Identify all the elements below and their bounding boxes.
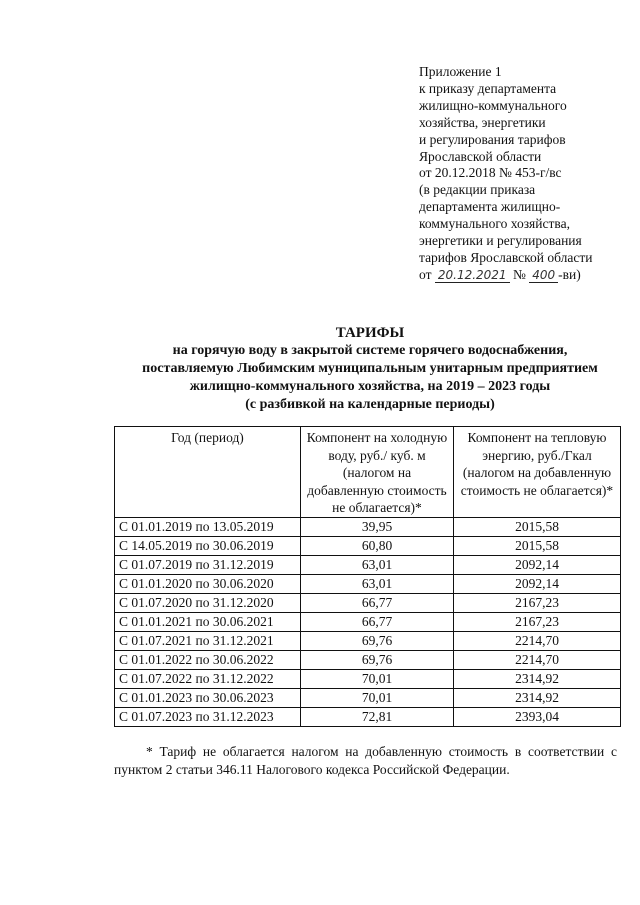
heat-energy-value: 2314,92 <box>454 669 621 688</box>
table-row <box>115 555 621 574</box>
table-row <box>115 650 621 669</box>
title-heading: ТАРИФЫ <box>335 325 405 341</box>
cold-water-value: 69,76 <box>301 631 454 650</box>
appendix-line: (в редакции приказа <box>419 182 536 198</box>
heat-energy-value: 2214,70 <box>454 631 621 650</box>
appendix-line: и регулирования тарифов <box>419 131 566 147</box>
header-heat-energy: Компонент на тепловую энергию, руб./Гкал (налогом на добавленную стоимость не облагается)* <box>454 427 621 518</box>
title-line: (с разбивкой на календарные периоды) <box>245 397 495 412</box>
appendix-line: жилищно-коммунального <box>419 97 567 113</box>
header-period: Год (период) <box>115 427 301 518</box>
period-cell: С 01.07.2019 по 31.12.2019 <box>115 555 301 574</box>
appendix-block <box>419 64 592 284</box>
number-sign: № <box>512 266 526 282</box>
document-title <box>110 324 630 414</box>
cold-water-value: 66,77 <box>301 593 454 612</box>
order-date-prefix: от <box>419 266 432 282</box>
table-row <box>115 707 621 726</box>
heat-energy-value: 2092,14 <box>454 574 621 593</box>
heat-energy-value: 2167,23 <box>454 612 621 631</box>
order-number-suffix: -ви) <box>558 266 581 282</box>
handwritten-order-date: 20.12.2021 <box>435 268 510 283</box>
appendix-line: энергетики и регулирования <box>419 233 582 249</box>
heat-energy-value: 2314,92 <box>454 688 621 707</box>
appendix-line: тарифов Ярославской области <box>419 249 593 265</box>
cold-water-value: 63,01 <box>301 555 454 574</box>
period-cell: С 01.01.2019 по 13.05.2019 <box>115 517 301 536</box>
heat-energy-value: 2015,58 <box>454 536 621 555</box>
appendix-line: от 20.12.2018 № 453-г/вс <box>419 165 562 181</box>
period-cell: С 01.01.2021 по 30.06.2021 <box>115 612 301 631</box>
title-line: на горячую воду в закрытой системе горячего водоснабжения, <box>172 343 568 358</box>
appendix-line: хозяйства, энергетики <box>419 114 546 130</box>
period-cell: С 01.07.2023 по 31.12.2023 <box>115 707 301 726</box>
table-row <box>115 612 621 631</box>
footnote <box>114 743 617 778</box>
appendix-line: коммунального хозяйства, <box>419 216 570 232</box>
table-row <box>115 536 621 555</box>
table-row <box>115 688 621 707</box>
heat-energy-value: 2393,04 <box>454 707 621 726</box>
period-cell: С 01.07.2020 по 31.12.2020 <box>115 593 301 612</box>
period-cell: С 01.01.2023 по 30.06.2023 <box>115 688 301 707</box>
appendix-line: департамента жилищно- <box>419 199 561 215</box>
table-row <box>115 631 621 650</box>
header-cold-water: Компонент на холодную воду, руб./ куб. м (налогом на добавленную стоимость не облагается)* <box>301 427 454 518</box>
period-cell: С 01.01.2020 по 30.06.2020 <box>115 574 301 593</box>
period-cell: С 01.07.2022 по 31.12.2022 <box>115 669 301 688</box>
appendix-last-line <box>419 267 592 284</box>
title-line: жилищно-коммунального хозяйства, на 2019 – 2023 годы <box>189 379 551 394</box>
table-row <box>115 593 621 612</box>
cold-water-value: 63,01 <box>301 574 454 593</box>
table-header-row <box>115 427 621 518</box>
cold-water-value: 70,01 <box>301 669 454 688</box>
cold-water-value: 60,80 <box>301 536 454 555</box>
table-row <box>115 574 621 593</box>
heat-energy-value: 2214,70 <box>454 650 621 669</box>
tariffs-table <box>114 426 621 727</box>
cold-water-value: 72,81 <box>301 707 454 726</box>
table-row <box>115 669 621 688</box>
heat-energy-value: 2092,14 <box>454 555 621 574</box>
appendix-line: Ярославской области <box>419 148 542 164</box>
cold-water-value: 39,95 <box>301 517 454 536</box>
handwritten-order-number: 400 <box>529 268 558 283</box>
cold-water-value: 69,76 <box>301 650 454 669</box>
heat-energy-value: 2167,23 <box>454 593 621 612</box>
heat-energy-value: 2015,58 <box>454 517 621 536</box>
appendix-line: к приказу департамента <box>419 80 557 96</box>
period-cell: С 14.05.2019 по 30.06.2019 <box>115 536 301 555</box>
period-cell: С 01.01.2022 по 30.06.2022 <box>115 650 301 669</box>
footnote-text: * Тариф не облагается налогом на добавленную стоимость в соответствии с пунктом 2 статьи 346.11 Налогового кодекса Российской Федерации. <box>114 744 617 777</box>
period-cell: С 01.07.2021 по 31.12.2021 <box>115 631 301 650</box>
cold-water-value: 70,01 <box>301 688 454 707</box>
appendix-line: Приложение 1 <box>419 64 502 79</box>
cold-water-value: 66,77 <box>301 612 454 631</box>
title-line: поставляемую Любимским муниципальным унитарным предприятием <box>142 361 598 376</box>
table-row <box>115 517 621 536</box>
